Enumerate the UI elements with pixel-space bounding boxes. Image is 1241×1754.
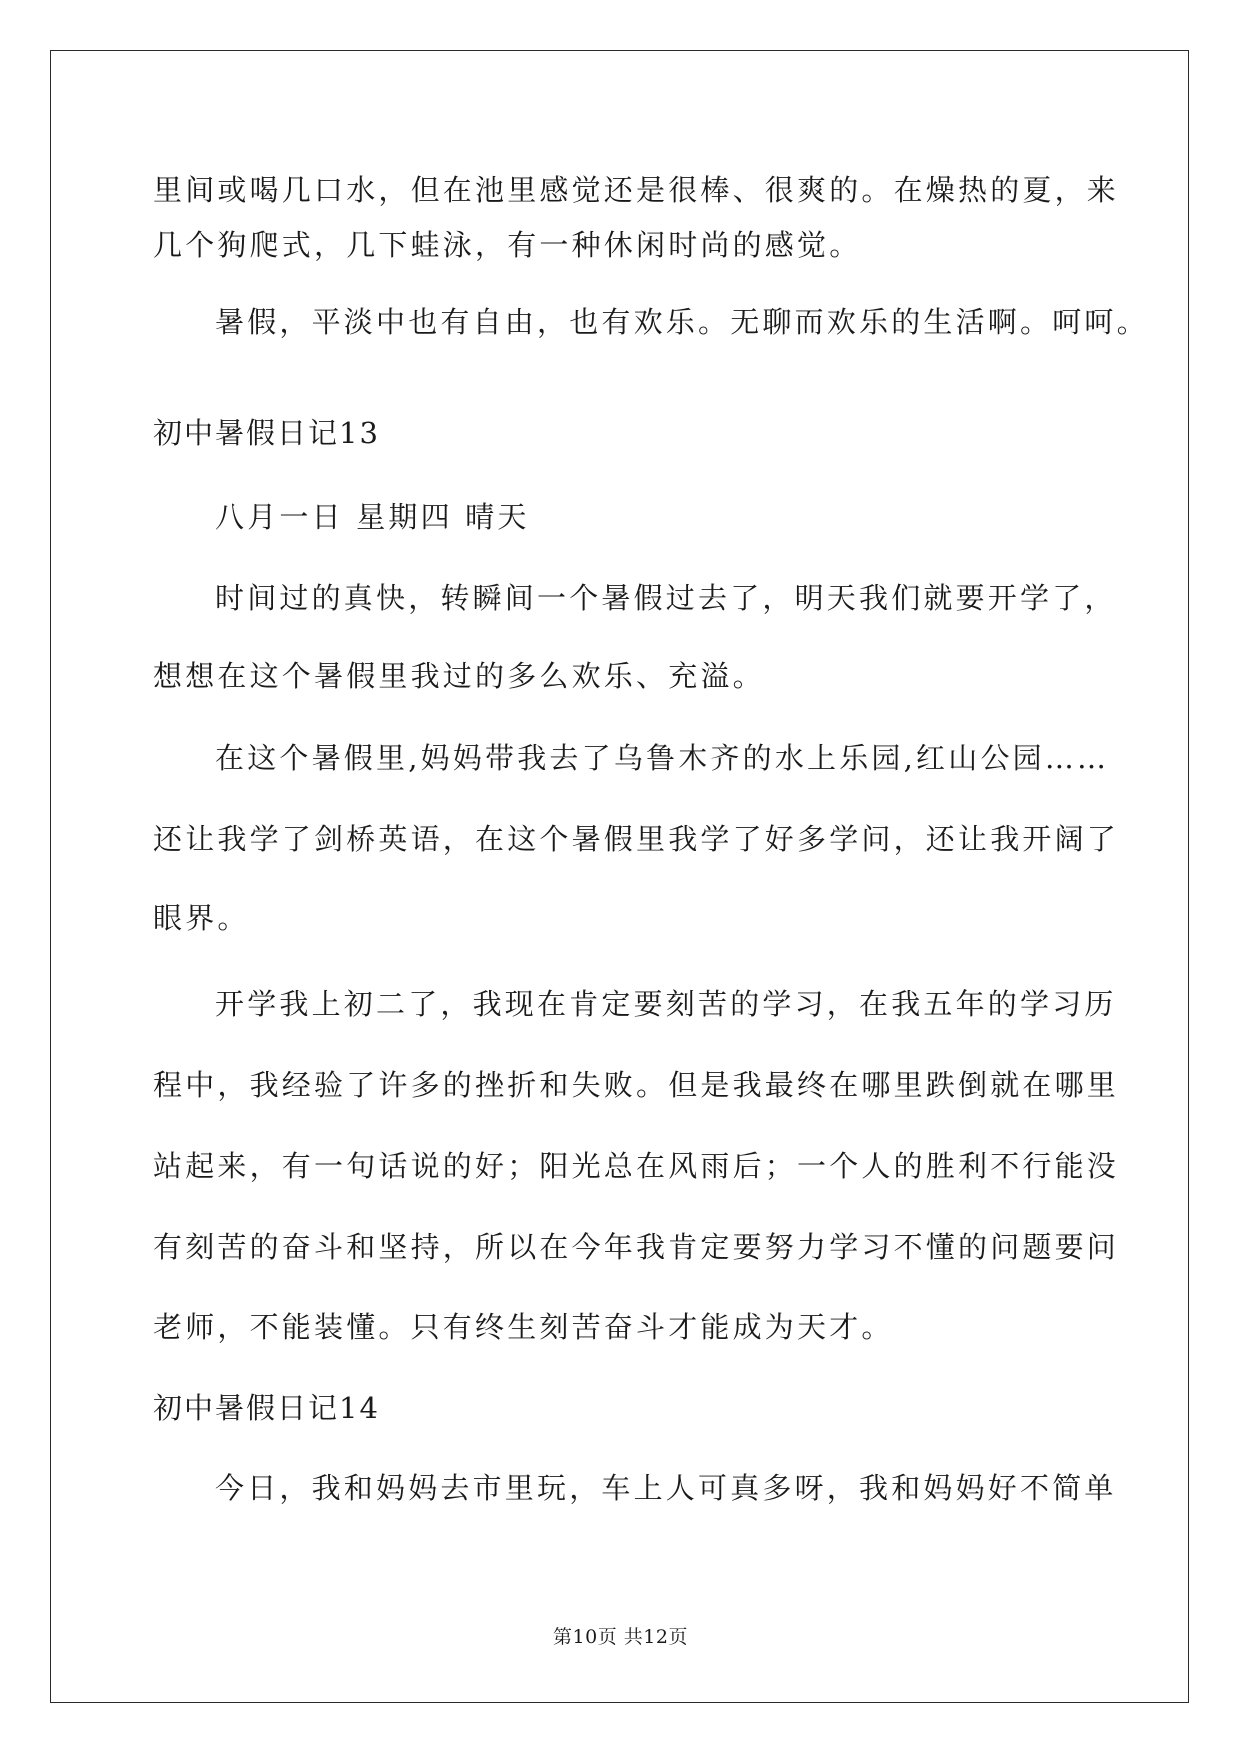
text-line: 开学我上初二了，我现在肯定要刻苦的学习，在我五年的学习历 bbox=[215, 987, 1117, 1021]
text-line: 程中，我经验了许多的挫折和失败。但是我最终在哪里跌倒就在哪里 bbox=[153, 1068, 1120, 1102]
text-line: 还让我学了剑桥英语，在这个暑假里我学了好多学问，还让我开阔了 bbox=[153, 822, 1120, 856]
section-heading: 初中暑假日记13 bbox=[153, 416, 380, 450]
page-number-footer: 第10页 共12页 bbox=[553, 1626, 688, 1648]
text-line: 几个狗爬式，几下蛙泳，有一种休闲时尚的感觉。 bbox=[153, 228, 862, 262]
text-line: 有刻苦的奋斗和坚持，所以在今年我肯定要努力学习不懂的问题要问 bbox=[153, 1230, 1120, 1264]
text-line: 老师，不能装懂。只有终生刻苦奋斗才能成为天才。 bbox=[153, 1310, 894, 1344]
text-line: 里间或喝几口水，但在池里感觉还是很棒、很爽的。在燥热的夏，来 bbox=[153, 173, 1120, 207]
text-line: 暑假，平淡中也有自由，也有欢乐。无聊而欢乐的生活啊。呵呵。 bbox=[215, 305, 1149, 339]
text-line: 在这个暑假里,妈妈带我去了乌鲁木齐的水上乐园,红山公园…… bbox=[215, 741, 1110, 775]
page-border bbox=[50, 50, 1189, 1703]
text-line: 时间过的真快，转瞬间一个暑假过去了，明天我们就要开学了， bbox=[215, 581, 1117, 615]
text-line: 眼界。 bbox=[153, 901, 250, 935]
diary-date-line: 八月一日 星期四 晴天 bbox=[215, 500, 530, 534]
text-line: 站起来，有一句话说的好；阳光总在风雨后；一个人的胜利不行能没 bbox=[153, 1149, 1120, 1183]
text-line: 想想在这个暑假里我过的多么欢乐、充溢。 bbox=[153, 659, 765, 693]
text-line: 今日，我和妈妈去市里玩，车上人可真多呀，我和妈妈好不简单 bbox=[215, 1471, 1117, 1505]
section-heading: 初中暑假日记14 bbox=[153, 1391, 380, 1425]
